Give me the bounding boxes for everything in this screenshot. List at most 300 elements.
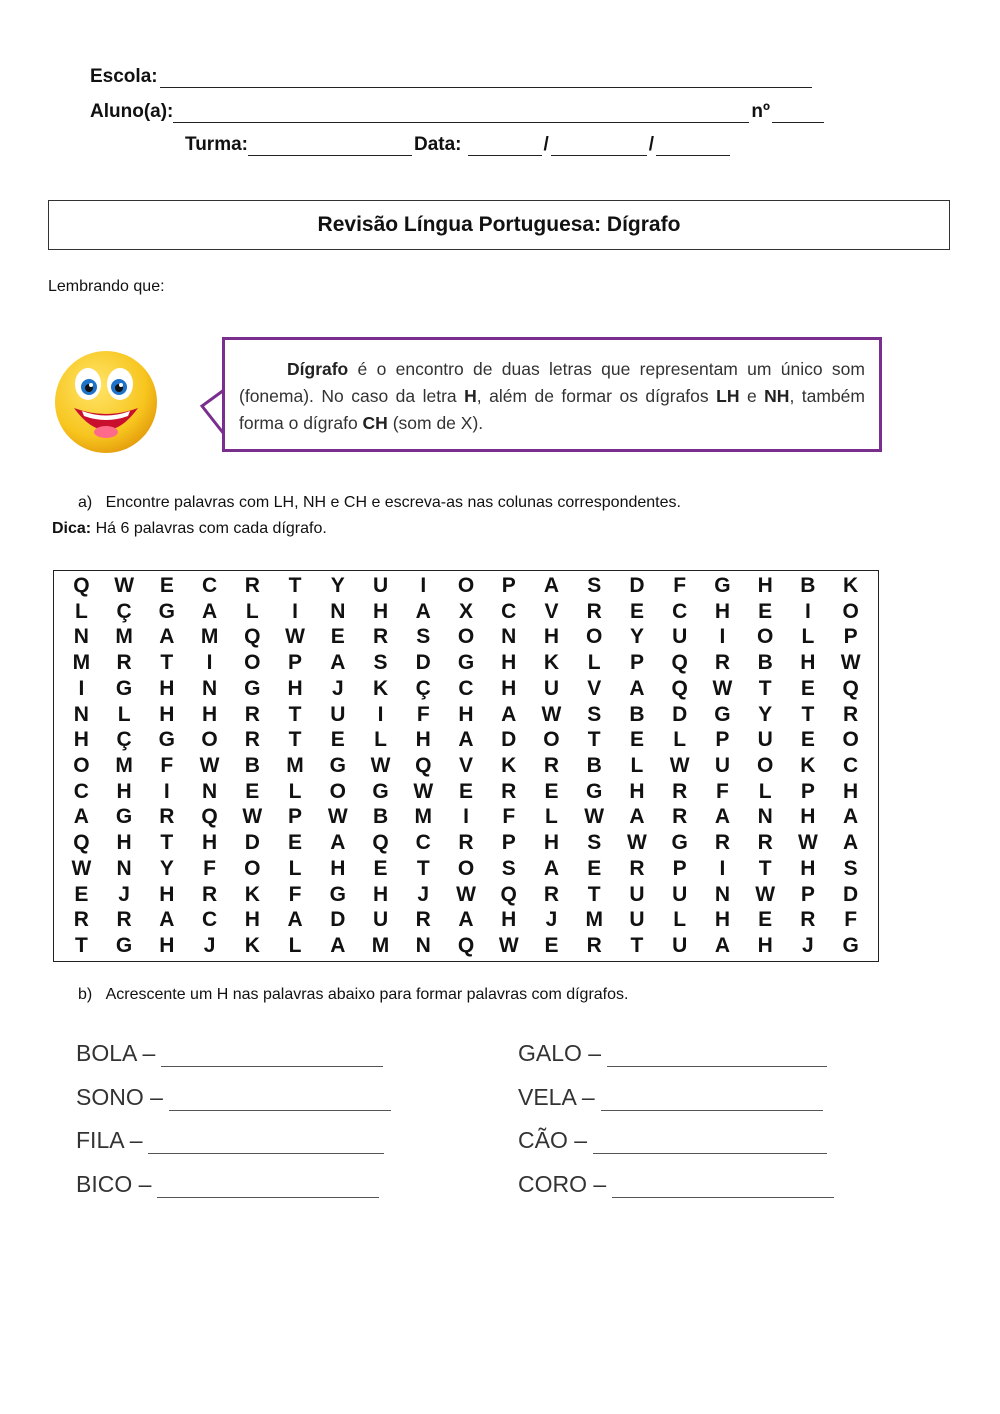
student-blank[interactable]	[173, 104, 749, 123]
grid-letter[interactable]: V	[544, 599, 559, 623]
grid-letter[interactable]: Y	[330, 573, 345, 597]
grid-letter[interactable]: T	[288, 728, 302, 752]
grid-letter[interactable]: C	[415, 831, 431, 855]
grid-letter[interactable]: T	[160, 831, 174, 855]
grid-letter[interactable]: L	[587, 651, 601, 675]
class-blank[interactable]	[248, 137, 412, 156]
grid-letter[interactable]: W	[285, 625, 305, 649]
answer-blank[interactable]	[161, 1044, 383, 1067]
grid-letter[interactable]: G	[158, 599, 175, 623]
answer-blank[interactable]	[169, 1088, 391, 1111]
grid-letter[interactable]: H	[800, 805, 816, 829]
grid-letter[interactable]: Q	[500, 882, 517, 906]
grid-letter[interactable]: Q	[842, 676, 859, 700]
grid-letter[interactable]: Q	[671, 651, 688, 675]
grid-letter[interactable]: L	[801, 625, 815, 649]
grid-letter[interactable]: G	[158, 728, 175, 752]
grid-letter[interactable]: X	[458, 599, 473, 623]
grid-letter[interactable]: G	[244, 676, 261, 700]
grid-letter[interactable]: A	[287, 908, 303, 932]
grid-letter[interactable]: F	[673, 573, 687, 597]
school-blank[interactable]	[160, 69, 812, 88]
grid-letter[interactable]: D	[629, 573, 645, 597]
grid-letter[interactable]: H	[458, 702, 474, 726]
grid-letter[interactable]: H	[757, 573, 773, 597]
grid-letter[interactable]: U	[372, 908, 389, 932]
grid-letter[interactable]: R	[244, 728, 260, 752]
grid-letter[interactable]: H	[501, 908, 517, 932]
grid-letter[interactable]: U	[672, 882, 688, 906]
grid-letter[interactable]: E	[544, 779, 559, 803]
grid-letter[interactable]: R	[415, 908, 431, 932]
grid-letter[interactable]: O	[842, 599, 859, 623]
grid-letter[interactable]: H	[543, 625, 560, 649]
grid-letter[interactable]: S	[587, 702, 602, 726]
grid-letter[interactable]: H	[800, 856, 816, 880]
grid-letter[interactable]: P	[501, 573, 516, 597]
grid-letter[interactable]: R	[843, 702, 859, 726]
grid-letter[interactable]: R	[629, 856, 645, 880]
grid-letter[interactable]: J	[118, 882, 130, 906]
grid-letter[interactable]: M	[286, 753, 304, 777]
grid-letter[interactable]: E	[330, 625, 345, 649]
grid-letter[interactable]: Q	[244, 625, 261, 649]
grid-letter[interactable]: W	[797, 831, 818, 855]
grid-letter[interactable]: A	[543, 573, 560, 597]
grid-letter[interactable]: B	[757, 651, 773, 675]
grid-letter[interactable]: W	[627, 831, 647, 855]
grid-letter[interactable]: W	[199, 753, 220, 777]
grid-letter[interactable]: F	[288, 882, 302, 906]
grid-letter[interactable]: L	[545, 805, 558, 829]
grid-letter[interactable]: J	[417, 882, 430, 906]
grid-letter[interactable]: U	[714, 753, 730, 777]
grid-letter[interactable]: F	[416, 702, 430, 726]
grid-letter[interactable]: K	[372, 676, 389, 700]
grid-letter[interactable]: W	[755, 882, 776, 906]
grid-letter[interactable]: H	[714, 908, 730, 932]
date-year-blank[interactable]	[656, 137, 730, 156]
grid-letter[interactable]: H	[372, 882, 389, 906]
grid-letter[interactable]: G	[457, 651, 475, 675]
grid-letter[interactable]: T	[160, 651, 174, 675]
grid-letter[interactable]: R	[244, 573, 260, 597]
grid-letter[interactable]: E	[758, 599, 773, 623]
grid-letter[interactable]: W	[498, 934, 519, 958]
grid-letter[interactable]: R	[586, 934, 602, 958]
grid-letter[interactable]: I	[206, 651, 213, 675]
grid-letter[interactable]: E	[800, 728, 815, 752]
grid-letter[interactable]: O	[756, 625, 774, 649]
grid-letter[interactable]: Y	[758, 702, 773, 726]
grid-letter[interactable]: H	[201, 831, 218, 855]
grid-letter[interactable]: R	[543, 753, 560, 777]
grid-letter[interactable]: P	[800, 882, 815, 906]
grid-letter[interactable]: G	[671, 831, 688, 855]
grid-letter[interactable]: C	[501, 599, 517, 623]
grid-letter[interactable]: O	[329, 779, 346, 803]
grid-letter[interactable]: A	[714, 934, 730, 958]
grid-letter[interactable]: B	[586, 753, 602, 777]
grid-letter[interactable]: D	[843, 882, 859, 906]
grid-letter[interactable]: U	[629, 882, 645, 906]
grid-letter[interactable]: H	[843, 779, 859, 803]
grid-letter[interactable]: H	[159, 676, 175, 700]
grid-letter[interactable]: L	[288, 856, 302, 880]
grid-letter[interactable]: F	[844, 908, 858, 932]
grid-letter[interactable]: C	[201, 573, 218, 597]
answer-blank[interactable]	[612, 1175, 834, 1198]
grid-letter[interactable]: R	[501, 779, 517, 803]
grid-letter[interactable]: W	[840, 651, 861, 675]
grid-letter[interactable]: A	[501, 702, 517, 726]
grid-letter[interactable]: I	[377, 702, 384, 726]
grid-letter[interactable]: G	[842, 934, 859, 958]
grid-letter[interactable]: F	[160, 753, 174, 777]
grid-letter[interactable]: U	[330, 702, 346, 726]
grid-letter[interactable]: I	[292, 599, 298, 623]
grid-letter[interactable]: P	[843, 625, 858, 649]
grid-letter[interactable]: H	[159, 934, 175, 958]
grid-letter[interactable]: Q	[73, 573, 90, 597]
grid-letter[interactable]: N	[415, 934, 431, 958]
grid-letter[interactable]: U	[672, 934, 688, 958]
grid-letter[interactable]: O	[201, 728, 218, 752]
grid-letter[interactable]: W	[669, 753, 690, 777]
grid-letter[interactable]: P	[800, 779, 815, 803]
grid-letter[interactable]: I	[719, 856, 726, 880]
grid-letter[interactable]: U	[757, 728, 773, 752]
grid-letter[interactable]: V	[458, 753, 473, 777]
grid-letter[interactable]: B	[244, 753, 260, 777]
grid-letter[interactable]: M	[72, 651, 91, 675]
grid-letter[interactable]: L	[758, 779, 772, 803]
grid-letter[interactable]: E	[629, 599, 644, 623]
grid-letter[interactable]: P	[715, 728, 730, 752]
grid-letter[interactable]: T	[288, 573, 302, 597]
grid-letter[interactable]: J	[802, 934, 814, 958]
grid-letter[interactable]: R	[372, 625, 389, 649]
grid-letter[interactable]: O	[457, 625, 475, 649]
grid-letter[interactable]: R	[757, 831, 773, 855]
grid-letter[interactable]: H	[244, 908, 260, 932]
grid-letter[interactable]: E	[544, 934, 559, 958]
grid-letter[interactable]: L	[673, 908, 687, 932]
grid-letter[interactable]: R	[116, 908, 132, 932]
grid-letter[interactable]: O	[457, 856, 475, 880]
grid-letter[interactable]: G	[329, 882, 346, 906]
grid-letter[interactable]: A	[159, 908, 175, 932]
grid-letter[interactable]: H	[714, 599, 730, 623]
grid-letter[interactable]: R	[714, 651, 730, 675]
grid-letter[interactable]: Q	[457, 934, 475, 958]
number-blank[interactable]	[772, 104, 824, 123]
grid-letter[interactable]: N	[73, 702, 89, 726]
grid-letter[interactable]: E	[74, 882, 89, 906]
grid-letter[interactable]: E	[159, 573, 174, 597]
grid-letter[interactable]: E	[629, 728, 644, 752]
grid-letter[interactable]: G	[714, 573, 731, 597]
grid-letter[interactable]: S	[587, 573, 602, 597]
grid-letter[interactable]: O	[586, 625, 603, 649]
grid-letter[interactable]: K	[244, 934, 260, 958]
grid-letter[interactable]: S	[501, 856, 516, 880]
grid-letter[interactable]: W	[712, 676, 733, 700]
grid-letter[interactable]: H	[73, 728, 89, 752]
grid-letter[interactable]: H	[543, 831, 560, 855]
grid-letter[interactable]: I	[163, 779, 170, 803]
grid-letter[interactable]: N	[73, 625, 89, 649]
grid-letter[interactable]: I	[420, 573, 427, 597]
grid-letter[interactable]: E	[587, 856, 602, 880]
grid-letter[interactable]: W	[327, 805, 348, 829]
grid-letter[interactable]: T	[416, 856, 430, 880]
grid-letter[interactable]: R	[672, 779, 688, 803]
grid-letter[interactable]: H	[757, 934, 773, 958]
grid-letter[interactable]: N	[201, 676, 218, 700]
grid-letter[interactable]: A	[330, 651, 346, 675]
grid-letter[interactable]: S	[373, 651, 388, 675]
grid-letter[interactable]: A	[629, 805, 645, 829]
grid-letter[interactable]: H	[629, 779, 645, 803]
grid-letter[interactable]: K	[244, 882, 260, 906]
grid-letter[interactable]: E	[373, 856, 388, 880]
grid-letter[interactable]: A	[714, 805, 730, 829]
grid-letter[interactable]: U	[543, 676, 560, 700]
grid-letter[interactable]: M	[115, 625, 133, 649]
grid-letter[interactable]: W	[242, 805, 263, 829]
grid-letter[interactable]: H	[116, 831, 132, 855]
grid-letter[interactable]: J	[545, 908, 558, 932]
answer-blank[interactable]	[601, 1088, 823, 1111]
grid-letter[interactable]: F	[716, 779, 729, 803]
grid-letter[interactable]: F	[502, 805, 516, 829]
grid-letter[interactable]: O	[457, 573, 475, 597]
grid-letter[interactable]: C	[672, 599, 688, 623]
grid-letter[interactable]: E	[458, 779, 473, 803]
grid-letter[interactable]: G	[714, 702, 731, 726]
grid-letter[interactable]: K	[843, 573, 859, 597]
grid-letter[interactable]: F	[203, 856, 216, 880]
grid-letter[interactable]: N	[714, 882, 730, 906]
grid-letter[interactable]: G	[329, 753, 346, 777]
grid-letter[interactable]: Ç	[116, 728, 132, 752]
grid-letter[interactable]: L	[245, 599, 259, 623]
grid-letter[interactable]: J	[203, 934, 216, 958]
grid-letter[interactable]: W	[541, 702, 562, 726]
grid-letter[interactable]: O	[244, 856, 261, 880]
grid-letter[interactable]: E	[330, 728, 345, 752]
grid-letter[interactable]: W	[71, 856, 92, 880]
grid-letter[interactable]: T	[587, 728, 601, 752]
grid-letter[interactable]: N	[330, 599, 346, 623]
grid-letter[interactable]: R	[672, 805, 688, 829]
grid-letter[interactable]: S	[587, 831, 602, 855]
grid-letter[interactable]: D	[330, 908, 346, 932]
grid-letter[interactable]: N	[757, 805, 773, 829]
grid-letter[interactable]: B	[372, 805, 389, 829]
grid-letter[interactable]: M	[371, 934, 390, 958]
grid-letter[interactable]: G	[115, 934, 133, 958]
grid-letter[interactable]: A	[330, 934, 346, 958]
grid-letter[interactable]: T	[587, 882, 601, 906]
grid-letter[interactable]: O	[756, 753, 774, 777]
grid-letter[interactable]: O	[543, 728, 560, 752]
grid-letter[interactable]: M	[585, 908, 603, 932]
answer-blank[interactable]	[593, 1131, 827, 1154]
grid-letter[interactable]: E	[288, 831, 303, 855]
grid-letter[interactable]: H	[330, 856, 346, 880]
grid-letter[interactable]: H	[159, 702, 175, 726]
grid-letter[interactable]: B	[629, 702, 645, 726]
grid-letter[interactable]: M	[115, 753, 133, 777]
answer-blank[interactable]	[607, 1044, 827, 1067]
grid-letter[interactable]: A	[458, 908, 474, 932]
grid-letter[interactable]: L	[74, 599, 88, 623]
grid-letter[interactable]: P	[672, 856, 687, 880]
grid-letter[interactable]: K	[543, 651, 560, 675]
date-day-blank[interactable]	[468, 137, 542, 156]
grid-letter[interactable]: Y	[629, 625, 644, 649]
grid-letter[interactable]: D	[501, 728, 517, 752]
grid-letter[interactable]: T	[74, 934, 88, 958]
grid-letter[interactable]: R	[458, 831, 474, 855]
grid-letter[interactable]: I	[719, 625, 726, 649]
grid-letter[interactable]: N	[116, 856, 132, 880]
grid-letter[interactable]: O	[244, 651, 261, 675]
grid-letter[interactable]: P	[288, 805, 303, 829]
grid-letter[interactable]: R	[201, 882, 218, 906]
grid-letter[interactable]: H	[372, 599, 389, 623]
grid-letter[interactable]: W	[114, 573, 135, 597]
grid-letter[interactable]: H	[415, 728, 431, 752]
grid-letter[interactable]: G	[115, 805, 133, 829]
grid-letter[interactable]: L	[288, 934, 302, 958]
grid-letter[interactable]: Q	[415, 753, 432, 777]
grid-letter[interactable]: A	[458, 728, 474, 752]
grid-letter[interactable]: E	[758, 908, 773, 932]
grid-letter[interactable]: U	[629, 908, 645, 932]
grid-letter[interactable]: P	[501, 831, 516, 855]
grid-letter[interactable]: E	[245, 779, 260, 803]
date-month-blank[interactable]	[551, 137, 647, 156]
grid-letter[interactable]: T	[758, 856, 772, 880]
grid-letter[interactable]: M	[414, 805, 432, 829]
grid-letter[interactable]: R	[586, 599, 602, 623]
grid-letter[interactable]: I	[804, 599, 811, 623]
grid-letter[interactable]: D	[415, 651, 431, 675]
grid-letter[interactable]: T	[630, 934, 644, 958]
grid-letter[interactable]: A	[330, 831, 346, 855]
grid-letter[interactable]: O	[73, 753, 90, 777]
grid-letter[interactable]: T	[801, 702, 815, 726]
grid-letter[interactable]: W	[370, 753, 391, 777]
grid-letter[interactable]: W	[456, 882, 476, 906]
grid-letter[interactable]: L	[288, 779, 302, 803]
grid-letter[interactable]: A	[73, 805, 89, 829]
grid-letter[interactable]: G	[372, 779, 389, 803]
grid-letter[interactable]: A	[543, 856, 560, 880]
grid-letter[interactable]: W	[584, 805, 605, 829]
grid-letter[interactable]: P	[288, 651, 303, 675]
grid-letter[interactable]: R	[244, 702, 260, 726]
grid-letter[interactable]: H	[800, 651, 816, 675]
grid-letter[interactable]: I	[78, 676, 85, 700]
grid-letter[interactable]: Ç	[415, 676, 431, 700]
grid-letter[interactable]: C	[843, 753, 859, 777]
grid-letter[interactable]: R	[73, 908, 89, 932]
grid-letter[interactable]: K	[501, 753, 517, 777]
grid-letter[interactable]: G	[115, 676, 133, 700]
grid-letter[interactable]: R	[543, 882, 560, 906]
grid-letter[interactable]: D	[672, 702, 688, 726]
grid-letter[interactable]: R	[159, 805, 175, 829]
grid-letter[interactable]: N	[201, 779, 218, 803]
grid-letter[interactable]: C	[73, 779, 89, 803]
grid-letter[interactable]: C	[458, 676, 474, 700]
grid-letter[interactable]: A	[159, 625, 175, 649]
grid-letter[interactable]: U	[372, 573, 389, 597]
grid-letter[interactable]: Q	[372, 831, 389, 855]
answer-blank[interactable]	[157, 1175, 379, 1198]
grid-letter[interactable]: H	[501, 676, 517, 700]
grid-letter[interactable]: M	[200, 625, 219, 649]
grid-letter[interactable]: J	[331, 676, 344, 700]
grid-letter[interactable]: O	[842, 728, 859, 752]
grid-letter[interactable]: N	[501, 625, 517, 649]
grid-letter[interactable]: Q	[201, 805, 218, 829]
grid-letter[interactable]: H	[201, 702, 218, 726]
grid-letter[interactable]: R	[714, 831, 730, 855]
grid-letter[interactable]: T	[288, 702, 302, 726]
grid-letter[interactable]: C	[201, 908, 218, 932]
grid-letter[interactable]: L	[117, 702, 131, 726]
grid-letter[interactable]: A	[843, 831, 859, 855]
grid-letter[interactable]: A	[201, 599, 218, 623]
grid-letter[interactable]: A	[629, 676, 645, 700]
grid-letter[interactable]: S	[843, 856, 858, 880]
grid-letter[interactable]: R	[800, 908, 816, 932]
grid-letter[interactable]: H	[287, 676, 303, 700]
grid-letter[interactable]: B	[800, 573, 816, 597]
grid-letter[interactable]: H	[159, 882, 175, 906]
grid-letter[interactable]: V	[587, 676, 602, 700]
grid-letter[interactable]: W	[413, 779, 434, 803]
grid-letter[interactable]: A	[843, 805, 859, 829]
grid-letter[interactable]: E	[800, 676, 815, 700]
grid-letter[interactable]: H	[501, 651, 517, 675]
grid-letter[interactable]: Q	[671, 676, 688, 700]
grid-letter[interactable]: H	[116, 779, 132, 803]
grid-letter[interactable]: Ç	[116, 599, 132, 623]
grid-letter[interactable]: S	[416, 625, 431, 649]
grid-letter[interactable]: A	[415, 599, 431, 623]
grid-letter[interactable]: L	[374, 728, 387, 752]
grid-letter[interactable]: L	[630, 753, 644, 777]
grid-letter[interactable]: U	[672, 625, 688, 649]
answer-blank[interactable]	[148, 1131, 384, 1154]
grid-letter[interactable]: L	[673, 728, 687, 752]
grid-letter[interactable]: G	[586, 779, 603, 803]
grid-letter[interactable]: I	[463, 805, 469, 829]
grid-letter[interactable]: D	[244, 831, 260, 855]
grid-letter[interactable]: P	[629, 651, 644, 675]
grid-letter[interactable]: Y	[159, 856, 174, 880]
grid-letter[interactable]: T	[758, 676, 772, 700]
grid-letter[interactable]: Q	[73, 831, 90, 855]
grid-letter[interactable]: K	[800, 753, 816, 777]
grid-letter[interactable]: R	[116, 651, 132, 675]
